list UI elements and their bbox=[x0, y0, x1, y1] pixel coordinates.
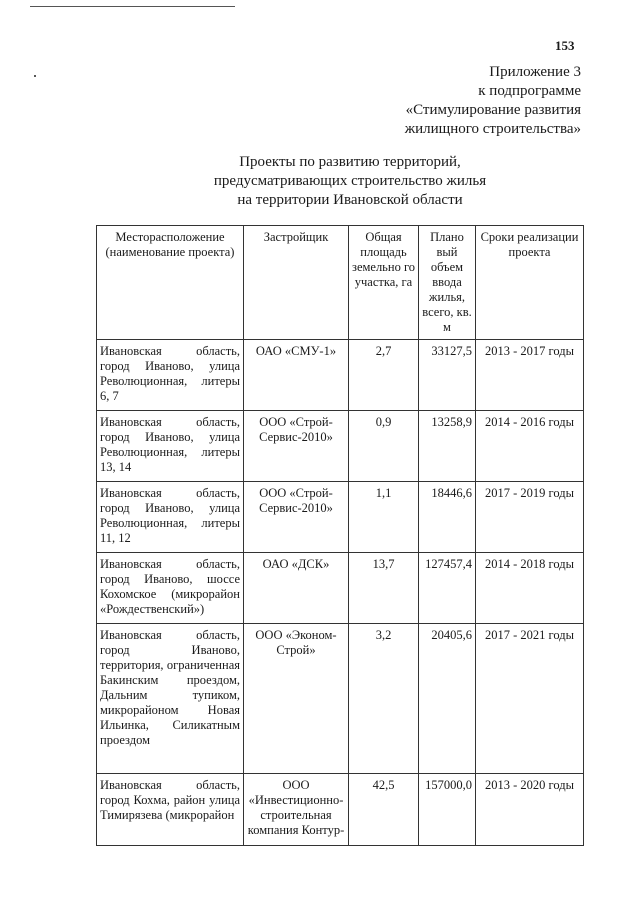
cell-term: 2013 - 2020 годы bbox=[476, 774, 584, 846]
projects-table bbox=[96, 225, 584, 846]
cell-area: 13,7 bbox=[349, 553, 419, 624]
table-row bbox=[97, 774, 584, 846]
cell-location: Ивановская область, город Иваново, территория, ограниченная Бакинским проездом, Дальним тупиком, микрорайоном Новая Ильинка, Силикатным проездом bbox=[97, 624, 244, 774]
cell-developer: ОАО «ДСК» bbox=[244, 553, 349, 624]
title-line-3: на территории Ивановской области bbox=[237, 192, 463, 208]
appendix-reference bbox=[405, 63, 581, 139]
header-area: Общая площадь земельно го участка, га bbox=[349, 226, 419, 340]
cell-volume: 13258,9 bbox=[419, 411, 476, 482]
cell-developer: ООО «Эконом-Строй» bbox=[244, 624, 349, 774]
cell-term: 2013 - 2017 годы bbox=[476, 340, 584, 411]
header-volume: Плано вый объем ввода жилья, всего, кв. м bbox=[419, 226, 476, 340]
table-row bbox=[97, 624, 584, 774]
cell-developer: ОАО «СМУ-1» bbox=[244, 340, 349, 411]
cell-location: Ивановская область, город Кохма, район улица Тимирязева (микрорайон bbox=[97, 774, 244, 846]
header-term: Сроки реализации проекта bbox=[476, 226, 584, 340]
document-title bbox=[150, 153, 550, 210]
cell-term: 2017 - 2019 годы bbox=[476, 482, 584, 553]
cell-developer: ООО «Строй-Сервис-2010» bbox=[244, 411, 349, 482]
cell-term: 2014 - 2018 годы bbox=[476, 553, 584, 624]
cell-location: Ивановская область, город Иваново, улица Революционная, литеры 11, 12 bbox=[97, 482, 244, 553]
cell-location: Ивановская область, город Иваново, шоссе Кохомское (микрорайон «Рождественский») bbox=[97, 553, 244, 624]
cell-developer: ООО «Инвестиционно-строительная компания Контур- bbox=[244, 774, 349, 846]
table-header-row bbox=[97, 226, 584, 340]
appendix-line-1: Приложение 3 bbox=[489, 64, 581, 80]
cell-volume: 20405,6 bbox=[419, 624, 476, 774]
appendix-line-3: «Стимулирование развития bbox=[405, 102, 581, 118]
table-row bbox=[97, 411, 584, 482]
cell-area: 3,2 bbox=[349, 624, 419, 774]
table-row bbox=[97, 553, 584, 624]
header-developer: Застройщик bbox=[244, 226, 349, 340]
cell-area: 2,7 bbox=[349, 340, 419, 411]
top-rule bbox=[30, 6, 235, 7]
cell-location: Ивановская область, город Иваново, улица Революционная, литеры 13, 14 bbox=[97, 411, 244, 482]
title-line-1: Проекты по развитию территорий, bbox=[239, 154, 461, 170]
table-row bbox=[97, 482, 584, 553]
cell-area: 1,1 bbox=[349, 482, 419, 553]
appendix-line-2: к подпрограмме bbox=[478, 83, 581, 99]
cell-volume: 33127,5 bbox=[419, 340, 476, 411]
cell-volume: 157000,0 bbox=[419, 774, 476, 846]
page-number: 153 bbox=[555, 38, 575, 53]
cell-volume: 18446,6 bbox=[419, 482, 476, 553]
header-location: Месторасположение (наименование проекта) bbox=[97, 226, 244, 340]
cell-location: Ивановская область, город Иваново, улица Революционная, литеры 6, 7 bbox=[97, 340, 244, 411]
cell-term: 2014 - 2016 годы bbox=[476, 411, 584, 482]
cell-developer: ООО «Строй-Сервис-2010» bbox=[244, 482, 349, 553]
table-row bbox=[97, 340, 584, 411]
cell-term: 2017 - 2021 годы bbox=[476, 624, 584, 774]
title-line-2: предусматривающих строительство жилья bbox=[213, 173, 487, 189]
appendix-line-4: жилищного строительства» bbox=[404, 121, 581, 137]
cell-area: 42,5 bbox=[349, 774, 419, 846]
cell-area: 0,9 bbox=[349, 411, 419, 482]
scan-speck bbox=[34, 75, 36, 77]
cell-volume: 127457,4 bbox=[419, 553, 476, 624]
